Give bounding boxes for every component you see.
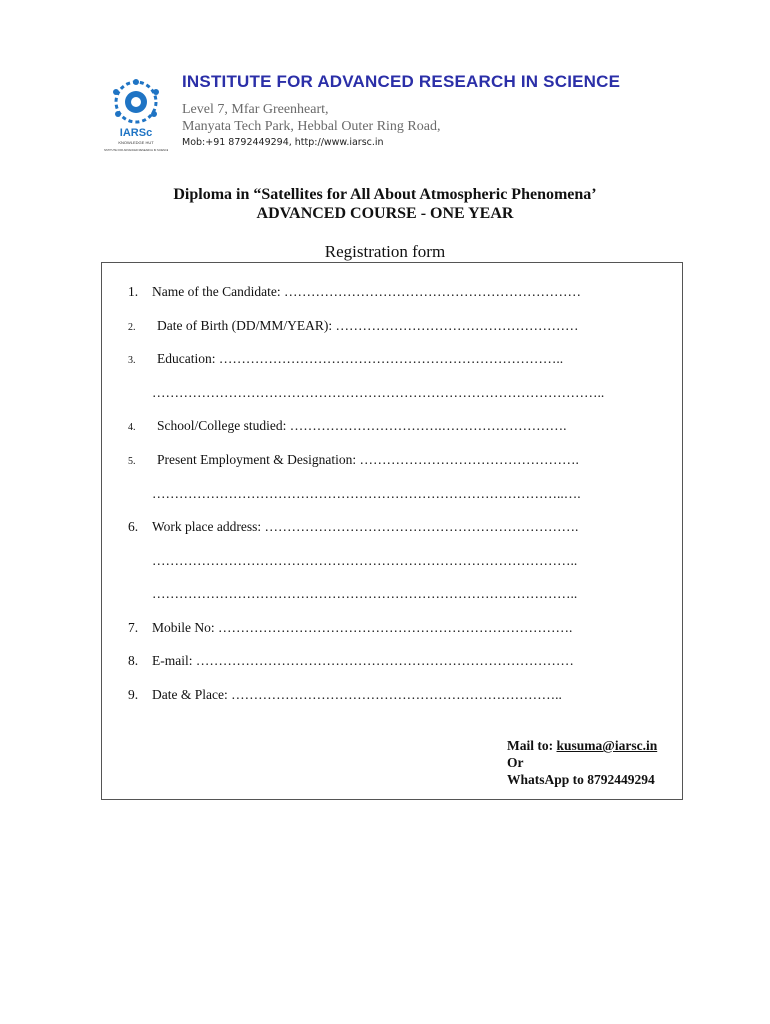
institute-logo	[104, 78, 168, 158]
contact-line: Mob:+91 8792449294, http://www.iarsc.in	[182, 137, 384, 148]
field-employment-continuation[interactable]: ………………………………………………………………………………..….	[152, 486, 581, 501]
field-work-address[interactable]	[128, 519, 578, 535]
field-email[interactable]	[128, 653, 574, 669]
field-label: E-mail: …………………………………………………………………………	[152, 653, 574, 668]
field-label: Present Employment & Designation: ………………………………………….	[157, 452, 579, 467]
field-label: Education: …………………………………………………………………..	[157, 351, 564, 366]
field-number: 4.	[128, 422, 136, 433]
or-text: Or	[507, 755, 524, 770]
field-date-of-birth[interactable]	[128, 318, 578, 334]
field-school-college[interactable]	[128, 418, 567, 434]
field-candidate-name[interactable]	[128, 284, 581, 300]
field-label: Work place address: …………………………………………………………….	[152, 519, 579, 534]
field-label: Name of the Candidate: …………………………………………………………	[152, 284, 581, 299]
field-label: Mobile No: …………………………………………………………………….	[152, 620, 573, 635]
logo-text: IARSc	[119, 127, 153, 139]
field-label: Date of Birth (DD/MM/YEAR): ………………………………………………	[157, 318, 579, 333]
mail-prefix: Mail to:	[507, 738, 557, 753]
field-work-address-continuation-1[interactable]: …………………………………………………………………………………..	[152, 553, 578, 568]
mail-line	[507, 737, 657, 754]
field-education-continuation[interactable]: ………………………………………………………………………………………..	[152, 385, 605, 400]
field-label: Date & Place: ………………………………………………………………..	[152, 687, 562, 702]
field-number: 1.	[128, 284, 139, 299]
address-line-1: Level 7, Mfar Greenheart,	[182, 102, 329, 117]
field-number: 8.	[128, 653, 139, 668]
field-work-address-continuation-2[interactable]: …………………………………………………………………………………..	[152, 586, 578, 601]
submission-contact	[507, 737, 657, 788]
form-heading: Registration form	[324, 242, 446, 261]
field-number: 5.	[128, 456, 136, 467]
field-number: 7.	[128, 620, 139, 635]
field-number: 9.	[128, 687, 139, 702]
institute-name: INSTITUTE FOR ADVANCED RESEARCH IN SCIENCE	[182, 72, 621, 91]
logo-caption: INSTITUTE FOR ADVANCED RESEARCH IN SCIENCE	[104, 149, 168, 152]
field-education[interactable]	[128, 351, 563, 367]
logo-subtext: KNOWLEDGE HUT	[118, 140, 154, 145]
field-number: 2.	[128, 322, 136, 333]
course-title: Diploma in “Satellites for All About Atmospheric Phenomena’	[173, 186, 597, 203]
whatsapp-text: WhatsApp to 8792449294	[507, 772, 655, 787]
field-number: 3.	[128, 355, 136, 366]
field-date-place[interactable]	[128, 687, 562, 703]
field-mobile[interactable]	[128, 620, 572, 636]
course-subtitle: ADVANCED COURSE - ONE YEAR	[256, 205, 514, 222]
email-link[interactable]: kusuma@iarsc.in	[556, 738, 658, 753]
field-label: School/College studied: …………………………….……………………….	[157, 418, 567, 433]
address-line-2: Manyata Tech Park, Hebbal Outer Ring Road,	[182, 119, 441, 134]
field-number: 6.	[128, 519, 139, 534]
field-employment[interactable]	[128, 452, 579, 468]
